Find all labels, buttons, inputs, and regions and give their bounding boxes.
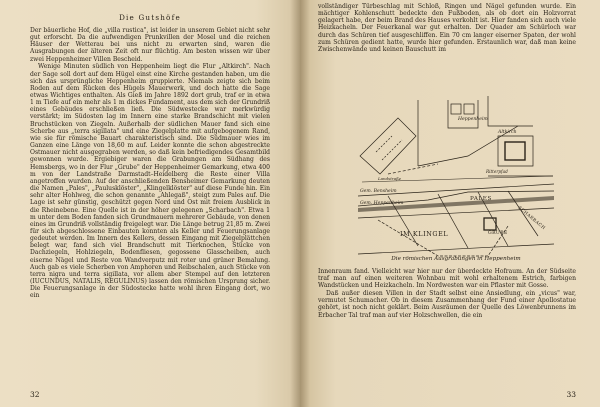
label-pales: PALES	[470, 196, 492, 202]
section-title: Die Gutshöfe	[119, 13, 181, 22]
right-page	[300, 0, 600, 407]
label-heppenheim: Heppenheim	[458, 117, 488, 122]
right-paragraph-1: vollständiger Türbeschlag mit Schloß, Ringen und Nägel gefunden wurde. Ein mächtiger Kohlenschutt bedeckte den Fußboden, als ob dort ein Holzvorrat gelagert habe, der beim Brand des Hauses verkohlt ist. Hier fanden sich auch viele Heizkacheln. Der Feuerkanal war gut erhalten. Der Quader am Schürloch war durch das Schüren tief ausgeschliffen. Ein 70 cm langer eiserner Spaten, der wohl zum Schüren gedient hatte, wurde hier gefunden. Erstaunlich war, daß man keine Zwischenwände und keinen Bauschutt im	[318, 3, 576, 53]
right-body-text-top	[318, 3, 576, 54]
excavation-map	[358, 96, 554, 262]
map-field-outline	[360, 118, 416, 174]
label-gem-bensheim: Gem. Bensheim	[360, 189, 397, 194]
right-paragraph-3: Daß außer diesen Villen in der Stadt selbst eine Ansiedlung, ein „vicus" war, vermutet Schumacher. Ob in diesem Zusammenhang der Fund einer Apollostatue gehört, ist noch nicht geklärt. Beim Ausräumen der Quelle des Löwenbrunnens im Erbacher Tal traf man auf vier Holzschwellen, die ein	[318, 290, 576, 319]
label-altkirch: Altkirch	[498, 130, 517, 135]
right-paragraph-2: Innenraum fand. Vielleicht war hier nur der überdeckte Hofraum. An der Südseite traf man auf einen weiteren Wohnbau mit wohl erhaltenem Estrich, farbigen Wandstücken und Heizkacheln. Im Nordwesten war ein Pflaster mit Gosse.	[318, 268, 576, 290]
left-paragraph-2: Wenige Minuten südlich von Heppenheim liegt die Flur „Altkirch". Nach der Sage soll dort auf dem Hügel einst eine Kirche gestanden haben, um die sich das ursprüngliche Heppenheim gruppierte. Niemals zeigte sich beim Roden auf dem Rücken des Hügels Mauerwerk, und doch hatte die Sage etwas Wichtiges enthalten. Als Gieß im Jahre 1892 dort grub, traf er in etwa 1 m Tiefe auf ein mehr als 1 m dickes Fundament, aus dem sich der Grundriß eines Gebäudes erschließen ließ. Die Südwestecke war merkwürdig verstärkt; im Südosten lag im Innern eine starke Brandschicht mit vielen Bruchstücken von Ziegeln. Außerhalb der südlichen Mauer fand sich eine Scherbe aus „terra sigillata" und eine Ziegelplatte mit aufgebogenem Rand, wie sie für römische Bauart charakteristisch sind. Die Südmauer wies im Ganzen eine Länge von 18,60 m auf. Leider konnte die schon abgestreckte Ostmauer nicht ausgegraben werden, so daß kein befriedigendes Gesamtbild gewonnen wurde. Ergiebiger waren die Grabungen am Südhang des Hemsbergs, wo in der Flur „Grube" der Heppenheimer Gemarkung, etwa 400 m von der Landstraße Darmstadt–Heidelberg die Reste einer Villa angetroffen wurden. Auf der anschließenden Bensheimer Gemarkung deuten die Namen „Pales", „Paulusklöster", „Klingelklöster" auf diese Funde hin. Ein sehr alter Hohlweg, die schon genannte „Ahlegaß", steigt zum Pales auf. Die Lage ist sehr günstig, geschützt gegen Nord und Ost mit freiem Ausblick in die Rheinebene. Eine Quelle ist in der höher gelegenen „Scharbach". Etwa 1 m unter dem Boden fanden sich Grundmauern mehrerer Gebäude, von denen eines im Grundriß vollständig freigelegt war. Die Länge betrug 21,85 m. Zwei für sich abgeschlossene Einbauten konnten als Keller und Feuerungsanlage gedeutet werden. Im Innern des Kellers, dessen Eingang mit Ziegelplättchen belegt war, fand sich viel Brandschutt mit Tierknochen, Stücke von Dachziegeln, Hohlziegeln, Bodenfliesen, gegossene Glasscheiben, auch eiserne Nägel und Reste von Wandverputz mit roter und grüner Bemalung. Auch gab es viele Scherben von Amphoren und Reibschalen, auch Stücke von terra nigra und terra sigillata, vor allem aber Stempel auf den letzteren (IUCUNDUS, NATALIS, REGULINUS) lassen den römischen Ursprung sicher. Die Feuerungsanlage in der Südostecke hatte wohl ihren Eingang dort, wo ein	[30, 63, 270, 300]
figure-caption: Die römischen Ausgrabungen in Heppenheim	[391, 256, 521, 262]
map-illustration	[358, 96, 554, 262]
left-body-text	[30, 27, 270, 300]
label-grube: GRUBE	[488, 231, 508, 236]
left-page-number: 32	[30, 390, 40, 399]
label-landstrasse: Landstraße	[378, 176, 402, 181]
label-ritterpfad: Ritterpfad	[486, 169, 508, 174]
label-gem-heppenheim: Gem. Heppenheim	[360, 201, 404, 206]
label-im-klingel: IM KLINGEL	[400, 230, 449, 238]
label-scharbach: SCHARBACH	[516, 205, 546, 232]
left-paragraph-1: Der bäuerliche Hof, die „villa rustica", ist leider in unserem Gebiet nicht sehr gut erforscht. Da die aufwendigen Prunkvillen der Mosel und die reichen Häuser der Wetterau bei uns nicht zu erwarten sind, waren die Ausgrabungen der älteren Zeit oft nur flüchtig. Am besten wissen wir über zwei Heppenheimer Villen Bescheid.	[30, 27, 270, 63]
right-body-text-bottom	[318, 268, 576, 319]
right-page-number: 33	[566, 390, 576, 399]
